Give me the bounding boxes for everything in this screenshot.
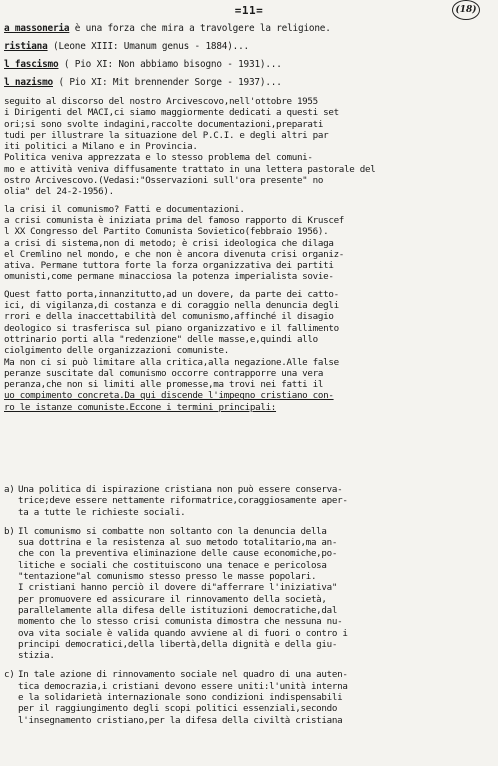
text-line: Ma non ci si può limitare alla critica,alla negazione.Alle false (4, 356, 339, 368)
text-line (4, 548, 494, 559)
line-text: Il comunismo si combatte non soltanto con la denuncia della (18, 525, 327, 537)
list-marker: b) (4, 525, 15, 537)
text-line: uo compimento concreta.Da qui discende l'impegno cristiano con- (4, 390, 334, 402)
text-line (4, 605, 494, 616)
line-text: litiche e sociali che costituiscono una tenace e pericolosa (18, 559, 327, 571)
quote-label: a massoneria (4, 23, 70, 34)
line-text: trice;deve essere nettamente riformatrice,coraggiosamente aper- (18, 495, 348, 507)
text-line (4, 639, 494, 650)
text-line: ici, di vigilanza,di costanza e di coraggio nella denuncia degli (4, 300, 339, 312)
text-line: la crisi il comunismo? Fatti e documentazioni. (4, 203, 245, 215)
line-text: tica democrazia,i cristiani devono essere uniti:l'unità interna (18, 680, 348, 692)
text-line (4, 650, 494, 661)
text-line: ciolgimento delle organizzazioni comuniste. (4, 345, 229, 357)
text-line: a crisi comunista è iniziata prima del famoso rapporto di Kruscef (4, 214, 345, 226)
text-line: Politica veniva apprezzata e lo stesso problema del comuni- (4, 152, 313, 164)
text-line (4, 571, 494, 582)
line-text: parallelamente alla difesa delle istituzioni democratiche,dal (18, 604, 338, 616)
line-text: I cristiani hanno perciò il dovere di"afferrare l'iniziativa" (18, 582, 338, 594)
quote-line (4, 56, 494, 74)
page-number: =11= (234, 4, 264, 17)
text-line (4, 526, 494, 537)
line-text: per promuovere ed assicurare il rinnovamento della società, (18, 593, 327, 605)
line-text: che con la preventiva eliminazione delle cause economiche,po- (18, 548, 338, 560)
quotes-block (4, 20, 494, 92)
line-text: "tentazione"al comunismo stesso presso le masse popolari. (18, 571, 317, 583)
text-line: seguito al discorso del nostro Arcivescovo,nell'ottobre 1955 (4, 96, 318, 107)
text-line: ro le istanze comuniste.Eccone i termini principali: (4, 401, 277, 413)
text-line: a crisi di sistema,non di metodo; è crisi ideologica che dilaga (4, 237, 334, 249)
text-line (4, 594, 494, 605)
text-line: tudi per illustrare la situazione del P.C.I. e degli altri par (4, 129, 329, 141)
text-line (4, 703, 494, 714)
paragraph (4, 96, 494, 198)
text-line: ottrinario porti alla "redenzione" delle masse,e,quindi allo (4, 333, 318, 345)
list-marker: c) (4, 669, 15, 681)
quote-text: (Leone XIII: Umanum genus - 1884)... (47, 41, 249, 52)
line-text: ova vita sociale è valida quando avviene al di fuori o contro i (18, 627, 348, 639)
principles-list (4, 484, 494, 734)
text-line: ostro Arcivescovo.(Vedasi:"Osservazioni sull'ora presente" no (4, 175, 324, 187)
text-line: iti politici a Milano e in Provincia. (4, 141, 198, 153)
text-line: olia" del 24-2-1956). (4, 186, 114, 198)
text-line: l XX Congresso del Partito Comunista Sovietico(febbraio 1956). (4, 226, 329, 238)
line-text: l'insegnamento cristiano,per la difesa della civiltà cristiana (18, 714, 343, 726)
quote-text: è una forza che mira a travolgere la religione. (69, 23, 331, 34)
text-line (4, 582, 494, 593)
line-text: sua dottrina e la resistenza al suo metodo totalitario,ma an- (18, 537, 338, 549)
text-line: i Dirigenti del MACI,ci siamo maggiormente dedicati a questi set (4, 107, 339, 119)
line-text: e la solidarietà internazionale sono condizioni indispensabili (18, 692, 343, 704)
quote-text: ( Pio XI: Non abbiamo bisogno - 1931)... (58, 59, 282, 70)
text-line (4, 669, 494, 680)
list-item (4, 484, 494, 518)
quote-text: ( Pio XI: Mit brennender Sorge - 1937)... (53, 77, 282, 88)
quote-line (4, 20, 494, 38)
text-line (4, 681, 494, 692)
text-line: omunisti,come permane minacciosa la potenza imperialista sovie- (4, 271, 334, 283)
paragraph (4, 289, 494, 413)
paragraph (4, 204, 494, 283)
list-marker: a) (4, 484, 15, 495)
text-line (4, 537, 494, 548)
text-line: el Cremlino nel mondo, e che non è ancora divenuta crisi organiz- (4, 248, 345, 260)
text-line: rrori e della inaccettabilità del comunismo,affinché il disagio (4, 311, 334, 323)
quote-line (4, 38, 494, 56)
text-line: ativa. Permane tuttora forte la forza organizzativa dei partiti (4, 260, 334, 272)
quote-label: l fascismo (4, 59, 59, 70)
quote-label: l nazismo (4, 77, 53, 88)
text-line (4, 495, 494, 506)
list-item (4, 669, 494, 725)
page-mark: (18) (452, 0, 480, 20)
text-line (4, 715, 494, 726)
quote-line (4, 74, 494, 92)
line-text: Una politica di ispirazione cristiana non può essere conserva- (18, 484, 343, 495)
line-text: stizia. (18, 650, 55, 662)
text-line (4, 616, 494, 627)
text-line (4, 692, 494, 703)
body-text (4, 96, 494, 413)
text-line: Quest fatto porta,innanzitutto,ad un dovere, da parte dei catto- (4, 288, 339, 300)
line-text: principi democratici,della libertà,della dignità e della giu- (18, 638, 338, 650)
text-line (4, 628, 494, 639)
line-text: ta a tutte le richieste sociali. (18, 506, 186, 518)
text-line: deologico si trasferisca sul piano organizzativo e il fallimento (4, 322, 339, 334)
text-line (4, 560, 494, 571)
text-line (4, 507, 494, 518)
quote-label: ristiana (4, 41, 48, 52)
text-line: peranze suscitate dal comunismo occorre contrapporre una vera (4, 367, 324, 379)
text-line (4, 484, 494, 495)
text-line: peranza,che non si limiti alle promesse,ma trovi nei fatti il (4, 379, 324, 391)
list-item (4, 526, 494, 662)
line-text: momento che lo stesso crisi comunista dimostra che nessuna nu- (18, 616, 343, 628)
text-line: mo e attività veniva diffusamente trattato in una lettera pastorale del (4, 163, 376, 175)
line-text: per il raggiungimento degli scopi politici essenziali,secondo (18, 703, 338, 715)
line-text: In tale azione di rinnovamento sociale nel quadro di una auten- (18, 669, 348, 681)
text-line: ori;si sono svolte indagini,raccolte documentazioni,preparati (4, 118, 324, 130)
